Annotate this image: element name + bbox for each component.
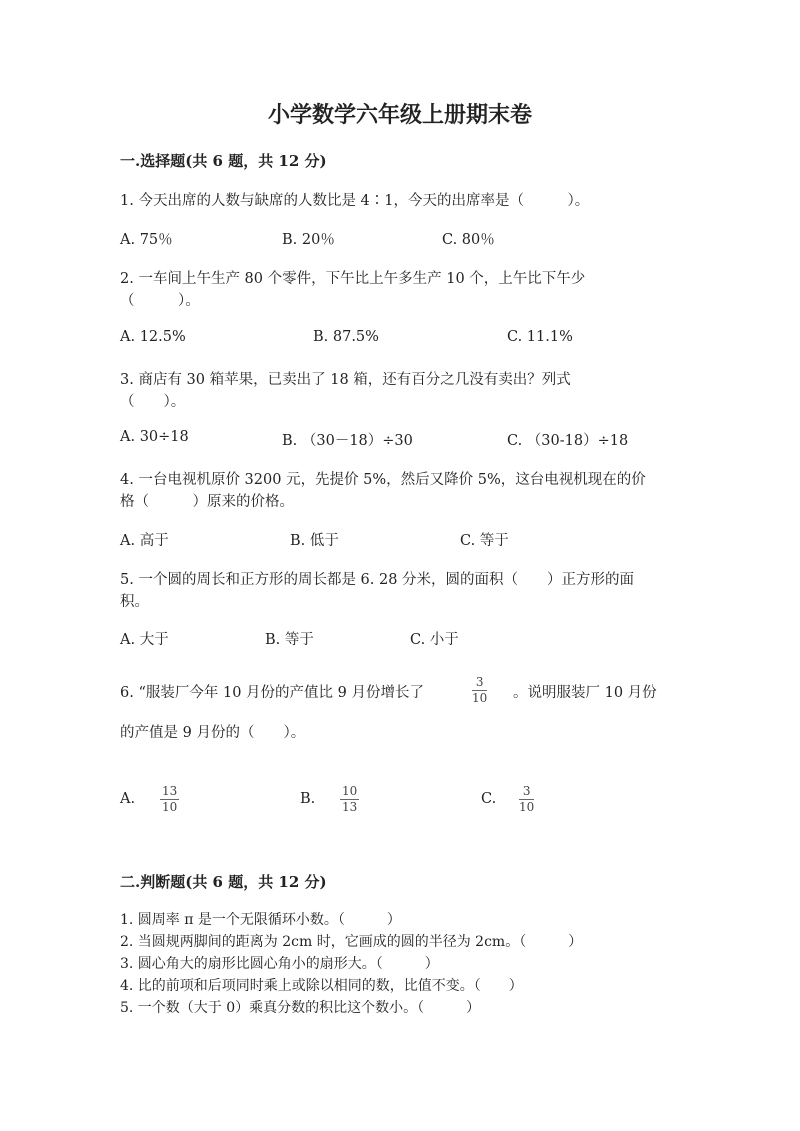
question-2-option-a: A. 12.5% — [120, 329, 186, 345]
fraction-numerator: 3 — [475, 675, 484, 689]
question-2-text-line2: （ ）。 — [120, 293, 200, 309]
fraction-denominator: 10 — [162, 799, 178, 814]
question-5-text-line2: 积。 — [120, 594, 149, 610]
question-4-text-line2: 格（ ）原来的价格。 — [120, 494, 294, 510]
question-6-text-line1-after: 。说明服装厂 10 月份 — [513, 685, 657, 701]
question-5-text-line1: 5. 一个圆的周长和正方形的周长都是 6. 28 分米，圆的面积（ ）正方形的面 — [120, 572, 635, 588]
judgement-item-1: 1. 圆周率 π 是一个无限循环小数。（ ） — [120, 912, 401, 928]
question-1-option-a: A. 75％ — [120, 232, 173, 248]
question-3-option-c: C. （30-18）÷18 — [507, 433, 629, 449]
question-6-text-line2: 的产值是 9 月份的（ ）。 — [120, 725, 306, 741]
question-6-option-b-label: B. — [300, 791, 316, 807]
question-4-option-c: C. 等于 — [460, 533, 509, 549]
question-1-text: 1. 今天出席的人数与缺席的人数比是 4∶1，今天的出席率是（ ）。 — [120, 193, 590, 209]
question-3-option-a: A. 30÷18 — [120, 429, 189, 445]
fraction-denominator: 10 — [519, 799, 535, 814]
question-5-option-b: B. 等于 — [265, 632, 314, 648]
question-3-option-b: B. （30－18）÷30 — [282, 433, 413, 449]
question-5-option-a: A. 大于 — [120, 632, 169, 648]
judgement-item-5: 5. 一个数（大于 0）乘真分数的积比这个数小。（ ） — [120, 1000, 481, 1016]
question-6-option-c-fraction — [519, 785, 534, 813]
question-2-text-line1: 2. 一车间上午生产 80 个零件，下午比上午多生产 10 个，上午比下午少 — [120, 271, 586, 287]
question-5-option-c: C. 小于 — [410, 632, 459, 648]
judgement-item-2: 2. 当圆规两脚间的距离为 2cm 时，它画成的圆的半径为 2cm。（ ） — [120, 934, 583, 950]
fraction-numerator: 13 — [162, 784, 178, 798]
judgement-item-3: 3. 圆心角大的扇形比圆心角小的扇形大。（ ） — [120, 956, 439, 972]
question-4-option-a: A. 高于 — [120, 533, 169, 549]
question-2-option-c: C. 11.1% — [507, 329, 573, 345]
question-3-text-line2: （ ）。 — [120, 394, 186, 410]
question-6-option-c-label: C. — [481, 791, 497, 807]
fraction-numerator: 10 — [342, 784, 358, 798]
section-heading-judgement: 二.判断题(共 6 题，共 12 分) — [120, 873, 327, 891]
question-4-option-b: B. 低于 — [290, 533, 339, 549]
page-title: 小学数学六年级上册期末卷 — [267, 102, 532, 128]
fraction-denominator: 10 — [472, 690, 488, 705]
question-4-text-line1: 4. 一台电视机原价 3200 元，先提价 5%，然后又降价 5%，这台电视机现在的价 — [120, 472, 646, 488]
question-6-option-a-fraction — [160, 785, 179, 813]
question-1-option-c: C. 80％ — [442, 232, 495, 248]
question-6-fraction — [472, 676, 487, 704]
fraction-numerator: 3 — [522, 784, 531, 798]
question-6-option-a-label: A. — [120, 791, 136, 807]
question-6-text-line1-before: 6. “服装厂今年 10 月份的产值比 9 月份增长了 — [120, 685, 424, 701]
judgement-item-4: 4. 比的前项和后项同时乘上或除以相同的数，比值不变。（ ） — [120, 978, 523, 994]
question-1-option-b: B. 20％ — [282, 232, 335, 248]
question-2-option-b: B. 87.5% — [313, 329, 379, 345]
question-6-option-b-fraction — [340, 785, 359, 813]
fraction-denominator: 13 — [342, 799, 358, 814]
question-3-text-line1: 3. 商店有 30 箱苹果，已卖出了 18 箱，还有百分之几没有卖出？列式 — [120, 372, 571, 388]
section-heading-choice: 一.选择题(共 6 题，共 12 分) — [120, 152, 327, 170]
